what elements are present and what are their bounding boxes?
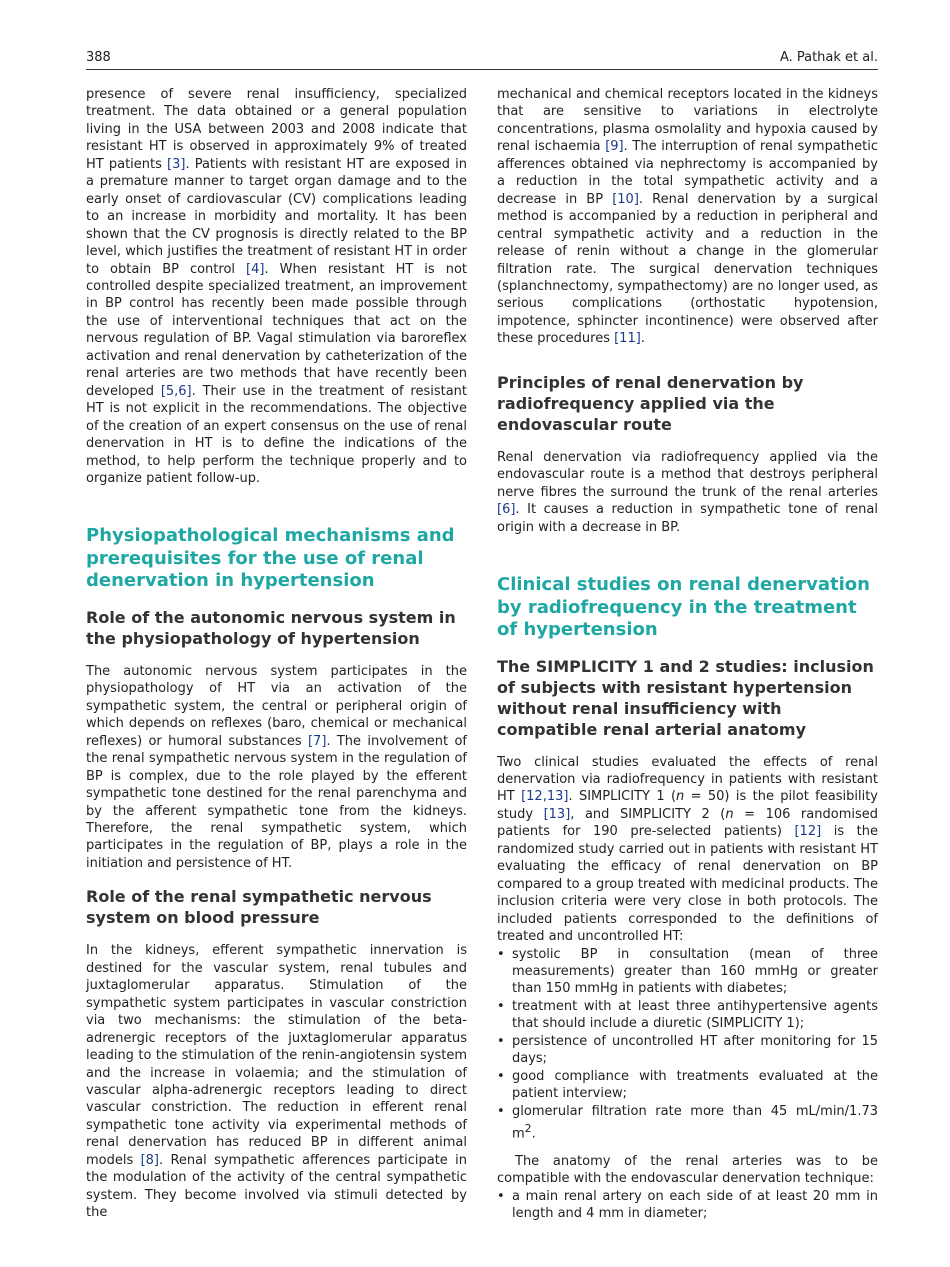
list-item: • persistence of uncontrolled HT after monitoring for 15 days; (497, 1033, 878, 1067)
subsection-heading: The SIMPLICITY 1 and 2 studies: inclusion of subjects with resistant hypertension without renal insufficiency with compatible renal arterial anatomy (497, 656, 874, 739)
citation-link[interactable]: [11] (614, 331, 641, 347)
paragraph: presence of severe renal insufficiency, specialized treatment. The data obtained or a general population living in the USA between 2003 and 2008 indicate that resistant HT is observed in approximately 9% of treated HT patients [3]. Patients with resistant HT are exposed in a premature manner to target organ damage and to the early onset of cardiovascular (CV) complications leading to an increase in morbidity and mortality. It has been shown that the CV prognosis is directly related to the BP level, which justifies the treatment of resistant HT in order to obtain BP control [4]. When resistant HT is not controlled despite specialized treatment, an improvement in BP control has recently been made possible through the use of interventional techniques that act on the nervous regulation of BP. Vagal stimulation via baroreflex activation and renal denervation by catheterization of the renal arteries are two methods that have recently been developed [5,6]. Their use in the treatment of resistant HT is not explicit in the recommendations. The objective of the creation of an expert consensus on the use of renal denervation in HT is to define the indications of the method, to help perform the technique properly and to organize patient follow-up. (86, 87, 467, 486)
citation-link[interactable]: [12,13] (521, 789, 569, 805)
list-item: • systolic BP in consultation (mean of three measurements) greater than 160 mmHg or greater than 150 mmHg in patients with diabetes; (497, 946, 878, 997)
citation-link[interactable]: [3] (167, 156, 186, 172)
paragraph: mechanical and chemical receptors located in the kidneys that are sensitive to variations in electrolyte concentrations, plasma osmolality and hypoxia caused by renal ischaemia [9]. The interruption of renal sympathetic afferences obtained via nephrectomy is accompanied by a reduction in the total sympathetic activity and a decrease in BP [10]. Renal denervation by a surgical method is accompanied by a reduction in peripheral and central sympathetic activity and a reduction in the release of renin without a change in the glomerular filtration rate. The surgical denervation techniques (splanchnectomy, sympathectomy) are no longer used, as serious complications (orthostatic hypotension, impotence, sphincter incontinence) were observed after these procedures [11]. (497, 87, 878, 347)
list-item: • a main renal artery on each side of at least 20 mm in length and 4 mm in diameter; (497, 1188, 878, 1222)
citation-link[interactable]: [9] (605, 139, 624, 155)
paragraph: The autonomic nervous system participates in the physiopathology of HT via an activation of the sympathetic system, the central or peripheral origin of which depends on reflexes (baro, chemical or mechanical reflexes) or humoral substances [7]. The involvement of the renal sympathetic nervous system in the regulation of BP is complex, due to the role played by the efferent sympathetic tone destined for the renal parenchyma and by the afferent sympathetic tone from the kidneys. Therefore, the renal sympathetic system, which participates in the regulation of BP, plays a role in the initiation and persistence of HT. (86, 663, 467, 871)
inclusion-criteria-list (497, 946, 878, 1143)
citation-link[interactable]: [8] (140, 1152, 160, 1168)
subsection-heading: Role of the autonomic nervous system in the physiopathology of hypertension (86, 607, 456, 648)
left-column (86, 86, 467, 1222)
right-column (497, 86, 878, 1223)
paragraph: The anatomy of the renal arteries was to be compatible with the endovascular denervation technique: (497, 1153, 878, 1187)
running-authors: A. Pathak et al. (779, 50, 878, 65)
section-heading: Clinical studies on renal denervation by radiofrequency in the treatment of hypertension (497, 574, 870, 641)
citation-link[interactable]: [13] (543, 806, 571, 822)
anatomy-criteria-list (497, 1188, 878, 1223)
citation-link[interactable]: [10] (612, 191, 639, 207)
list-item: • good compliance with treatments evaluated at the patient interview; (497, 1068, 878, 1102)
citation-link[interactable]: [4] (246, 261, 265, 277)
page-number: 388 (86, 50, 111, 65)
list-item: • glomerular filtration rate more than 45 mL/min/1.73 $m^2$. (497, 1103, 878, 1142)
paragraph: Renal denervation via radiofrequency applied via the endovascular route is a method that destroys peripheral nerve fibres the surround the trunk of the renal arteries [6]. It causes a reduction in sympathetic tone of renal origin with a decrease in BP. (497, 449, 878, 535)
citation-link[interactable]: [6] (497, 502, 516, 518)
running-header (86, 47, 878, 70)
list-item: • treatment with at least three antihypertensive agents that should include a diuretic (SIMPLICITY 1); (497, 998, 878, 1032)
citation-link[interactable]: [12] (794, 824, 822, 840)
section-heading: Physiopathological mechanisms and prerequisites for the use of renal denervation in hypertension (86, 525, 455, 592)
subsection-heading: Principles of renal denervation by radiofrequency applied via the endovascular route (497, 372, 804, 434)
citation-link[interactable]: [7] (307, 733, 327, 749)
citation-link[interactable]: [5,6] (160, 383, 192, 399)
paragraph: Two clinical studies evaluated the effects of renal denervation via radiofrequency in patients with resistant HT [12,13]. SIMPLICITY 1 (n = 50) is the pilot feasibility study [13], and SIMPLICITY 2 (n = 106 randomised patients for 190 pre-selected patients) [12] is the randomized study carried out in patients with resistant HT evaluating the efficacy of renal denervation on BP compared to a group treated with medicinal products. The inclusion criteria were very close in both protocols. The included patients corresponded to the definitions of treated and uncontrolled HT: (497, 754, 878, 945)
subsection-heading: Role of the renal sympathetic nervous system on blood pressure (86, 887, 432, 928)
paragraph: In the kidneys, efferent sympathetic innervation is destined for the vascular system, renal tubules and juxtaglomerular apparatus. Stimulation of the sympathetic system participates in vascular constriction via two mechanisms: the stimulation of the beta-adrenergic receptors of the juxtaglomerular apparatus leading to the stimulation of the renin-angiotensin system and the increase in volaemia; and the stimulation of vascular alpha-adrenergic receptors leading to direct vascular constriction. The reduction in efferent renal sympathetic tone activity via experimental methods of renal denervation has reduced BP in different animal models [8]. Renal sympathetic afferences participate in the modulation of the activity of the central sympathetic system. They become involved via stimuli detected by the (86, 943, 467, 1221)
